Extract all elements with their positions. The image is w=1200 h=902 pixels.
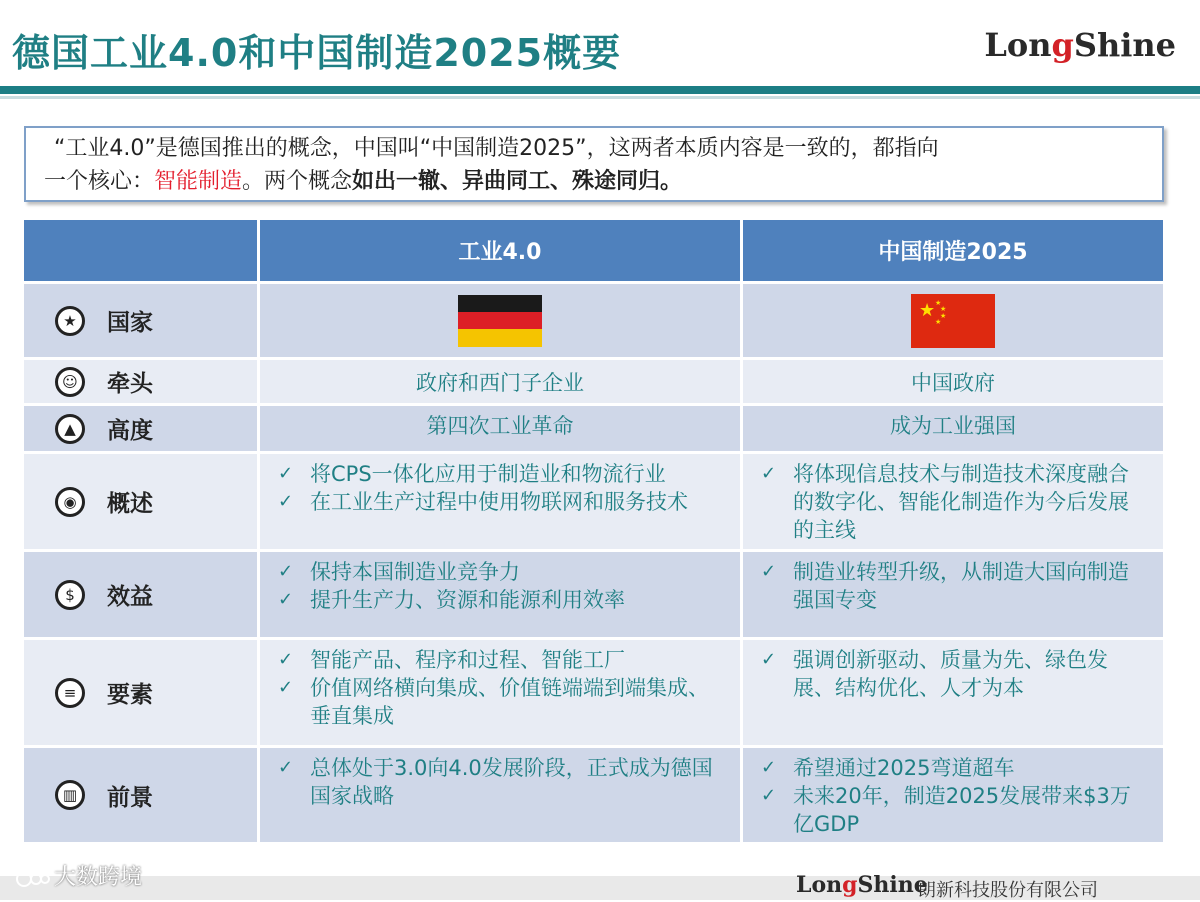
lead-germany: 政府和西门子企业 <box>260 360 743 406</box>
list-item: ✓ 希望通过2025弯道超车 <box>757 754 1149 782</box>
table-row-country <box>24 284 1166 360</box>
watermark: 大数跨境 <box>14 860 142 891</box>
table-row-overview <box>24 454 1166 552</box>
list-item: ✓ 总体处于3.0向4.0发展阶段，正式成为德国国家战略 <box>274 754 726 810</box>
header-divider-light <box>0 96 1200 99</box>
germany-flag <box>458 295 542 347</box>
header-made-in-china: 中国制造2025 <box>743 220 1166 284</box>
row-label: 效益 <box>107 584 153 610</box>
intro-box <box>24 126 1164 202</box>
table-row-height <box>24 406 1166 454</box>
footer-longshine-logo: LongShine <box>796 872 928 898</box>
list-item: ✓ 在工业生产过程中使用物联网和服务技术 <box>274 488 726 516</box>
list-item: ✓ 将CPS一体化应用于制造业和物流行业 <box>274 460 726 488</box>
list-item: ✓ 强调创新驱动、质量为先、绿色发展、结构优化、人才为本 <box>757 646 1149 702</box>
longshine-logo: LongShine <box>984 26 1176 64</box>
row-label: 前景 <box>107 784 153 811</box>
row-label: 高度 <box>107 418 153 444</box>
height-china: 成为工业强国 <box>743 406 1166 454</box>
svg-text:★: ★ <box>935 298 942 307</box>
header-empty <box>24 220 260 284</box>
intro-line-2: 一个核心：智能制造。两个概念如出一辙、异曲同工、殊途同归。 <box>44 169 683 194</box>
page-title: 德国工业4.0和中国制造2025概要 <box>12 31 622 75</box>
table-row-benefit <box>24 552 1166 640</box>
svg-text:★: ★ <box>940 311 947 320</box>
intro-line-1: “工业4.0”是德国推出的概念，中国叫“中国制造2025”，这两者本质内容是一致的，都指向 <box>54 136 939 161</box>
footer-company-name: 朗新科技股份有限公司 <box>918 880 1098 901</box>
list-item: ✓ 价值网络横向集成、价值链端端到端集成、垂直集成 <box>274 674 726 730</box>
comparison-table <box>24 220 1166 845</box>
chart-icon: ▥ <box>55 780 85 810</box>
list-item: ✓ 制造业转型升级，从制造大国向制造强国专变 <box>757 558 1149 614</box>
table-row-lead <box>24 360 1166 406</box>
list-item: ✓ 未来20年，制造2025发展带来$3万亿GDP <box>757 782 1149 838</box>
table-row-outlook <box>24 748 1166 845</box>
intro-bold: 如出一辙、异曲同工、殊途同归。 <box>352 169 683 194</box>
money-icon: $ <box>55 580 85 610</box>
list-item: ✓ 智能产品、程序和过程、智能工厂 <box>274 646 726 674</box>
header-divider <box>0 86 1200 94</box>
lead-china: 中国政府 <box>743 360 1166 406</box>
row-label: 概述 <box>107 491 153 517</box>
table-header-row <box>24 220 1166 284</box>
peak-icon: ▲ <box>55 414 85 444</box>
svg-text:★: ★ <box>919 299 936 321</box>
row-label: 国家 <box>107 310 153 336</box>
svg-text:★: ★ <box>940 304 947 313</box>
table-row-elements <box>24 640 1166 748</box>
svg-text:★: ★ <box>935 317 942 326</box>
list-item: ✓ 提升生产力、资源和能源利用效率 <box>274 586 726 614</box>
location-pin-icon: ◉ <box>55 487 85 517</box>
list-item: ✓ 将体现信息技术与制造技术深度融合的数字化、智能化制造作为今后发展的主线 <box>757 460 1149 544</box>
height-germany: 第四次工业革命 <box>260 406 743 454</box>
document-icon: ≡ <box>55 678 85 708</box>
watermark-logo-icon <box>14 867 54 889</box>
row-label: 牵头 <box>107 371 153 397</box>
header-industry40: 工业4.0 <box>260 220 743 284</box>
intro-highlight: 智能制造 <box>154 169 243 194</box>
list-item: ✓ 保持本国制造业竞争力 <box>274 558 726 586</box>
row-label: 要素 <box>107 682 153 708</box>
person-icon: ☺ <box>55 367 85 397</box>
star-icon: ★ <box>55 306 85 336</box>
china-flag <box>911 294 995 348</box>
